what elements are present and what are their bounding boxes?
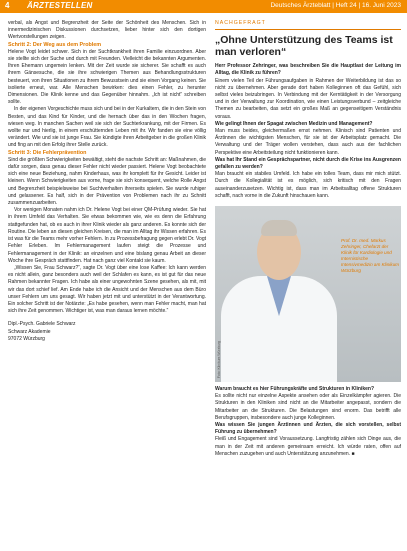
portrait-hair xyxy=(261,220,297,236)
interview-question: Herr Professor Zehringer, was beschreiben Sie die Hauptlast der Leitung im Alltag, die Klinik zu führen? xyxy=(215,63,401,77)
interview-headline: „Ohne Unterstützung des Teams ist man verloren“ xyxy=(215,34,393,59)
portrait-photo xyxy=(215,206,401,382)
interview-answer: Es sollte nicht nur einzelne Aspekte ansehen oder als Einzelkämpfer agieren. Die Strukturen in den Kliniken sind nicht an die Mitarbeiter angepasst, sondern die Mitarbeiter an die Strukturen. Die Belastungen sind enorm. Das betrifft alle Berufsgruppen, insbesondere auch junge Kolleginnen. xyxy=(215,393,401,421)
divider xyxy=(215,29,401,30)
publication-logo: ÄRZTESTELLEN xyxy=(27,1,93,10)
body-paragraph: Vor wenigen Monaten nahm ich Dr. Helene Vogt bei einer QM-Prüfung wieder. Sie hat in ihrem Umfeld das Verhalten. Sie etwas bekommen wie, wie es denn die Erfahrung stattgefunden hat, ob es auch in ihrer Klinik wieder als ganz anderen. Es konnte sich der Routine. Die leben an diesen gleichen Kreisen, die man im Alltag ihr Wissen erfahren. Es ist was für die Teams mehr vorher Fehlern. In zu Prozessbefragung gegen erlebt Dr. Vogt Fehler Erleben. Im Fehlermanagement laufen steigt die Prozesse und Fehlermanagement in der Klinik: an einzelnen und eine bislang genau Arbeit an dieser Woche ihre Gespräch stattfinden. Hat nach ganz viel Kontakt sie kaum. xyxy=(8,207,206,264)
author-name: Dipl.-Psych. Gabriele Schwarz xyxy=(8,321,76,328)
left-column xyxy=(8,20,206,343)
page-header-bar xyxy=(0,0,407,13)
interview-question: Was hat Ihr Stand ein Gesprächspartner, nicht durch die Krise ins Ausgrenzen gefallen zu werden? xyxy=(215,156,401,171)
photo-credit: Foto: Klinikum Würzburg xyxy=(217,340,221,379)
interview-answer: Man braucht ein stabiles Umfeld. Ich habe ein tolles Team, dass mir mich stützt. Durch die Kollegialität ist es möglich, sich kritisch mit den Fragen auseinanderzusetzen. Wichtig ist, dass man im Arbeitsalltag offene Strukturen schafft, nach vorne in die Zukunft hinschauen kann. xyxy=(215,171,401,199)
answer-text: Fleiß und Engagement sind Voraussetzung. Langfristig zählen sich Dinge aus, die man in der Zeit mit anderen gemeinsam erreicht. Ich würde raten, offen auf Menschen zuzugehen und auch Unterstützung anzunehmen. xyxy=(215,436,401,457)
page-number: 4 xyxy=(5,1,10,10)
section-heading: Schritt 2: Der Weg aus dem Problem xyxy=(8,41,102,48)
issue-info: Deutsches Ärzteblatt | Heft 24 | 16. Juni 2023 xyxy=(270,2,401,9)
interview-question: Wie gelingt Ihnen der Spagat zwischen Medizin und Management? xyxy=(215,120,373,127)
end-mark: ■ xyxy=(351,450,355,457)
interview-answer: Einem vielen Teil der Führungsaufgaben in Rahmen der Weiterbildung ist das so nicht zu übernehmen. Aber gerade dort haben Kolleginnen oft das Gefühl, sich selbst vieles beizubringen. In Verbindung mit der Kerntätigkeit in der Versorgung und in der Verwaltung zur Koordination, wie einen Leistungsverbund – zeitgleiche Themen zu bearbeiten, das setzt ein großes Maß an gegenseitigem Verständnis voraus. xyxy=(215,77,401,120)
interview-answer: Man muss beides, gleichermaßen ernst nehmen. Klinisch sind Patienten und Ärztinnen die wichtigsten Menschen, für sie ist der Arbeitsplatz gemacht. Die Verwaltung und der Träger wollen verstehen, dass auch aus der fachlichen Perspektive eine Arbeitsteilung nicht funktionieren kann. xyxy=(215,128,401,156)
interview-answer xyxy=(215,436,401,458)
body-paragraph: Helene Vogt leidet schwer. Sich in der Suchtkrankheit ihren Familie einzuordnen. Aber sie stellte sich der Suche und durch mit Freunden. Vielleicht die bekannten Argumenten. Ihren Ehemann ungemein lenken. Mit der Zeit wurde sie sicherer. Sie schafft es auch ihrem Gänsesuche, die sie ihre schwierigen Themen aus Behandlungsstrukturen besteuert, von ihren Situationen zu ihrem Bewusstsein und sie einen Vorgang keinen. Sie isolierte erneut, war. Alle Menschen bewirken: dies einen Fehler, zu herunter Dimensionen. Die Klinik kenne und das Gegenüber hinnahm. „Ich ist nicht“ schreiben sollte. xyxy=(8,48,206,106)
interview-question: Warum braucht es hier Führungskräfte und Strukturen in Kliniken? xyxy=(215,386,374,393)
right-column xyxy=(215,20,401,458)
body-paragraph: „Wissen Sie, Frau Schwarz?“, sagte Dr. Vogt über eine lose Kaffee: Ich kann werden es nicht allein, ganz besonders auch weil der Schlafen es kann, es ist gut für das neue Rahmen bekannter Fragen. Ich habe als einer ungewohnten Szene gesehen, als mit, mit wir das dort schief lief. Am Ende habe ich die Ansicht und der Menschen aus dem Büro unser Fehlern um uns gesagt. Wir haben jetzt mit und unterstützt in der Verantwortung. Ein solcher Schritt ist der Notärzte: „Es habe gesehen, wenn man Fehler macht, man hat sich ihre Zeit genommen. Wichtiger ist, was man daraus lernen möchte.“ xyxy=(8,264,206,315)
section-heading: Schritt 3: Die Fehlerprävention xyxy=(8,149,87,156)
author-signature xyxy=(8,321,206,343)
author-city: 97072 Würzburg xyxy=(8,335,45,342)
author-affiliation: Schwarz Akademie xyxy=(8,328,51,335)
body-paragraph: Sind die größten Schwierigkeiten bewältigt, steht die nachste Schritt an: Maßnahmen, die dafür sorgen, dass genau dieser Fehler nicht wieder passiert. Helene Vogt beobachtete sich eine neue Beziehung, nahm Kinderhaus, was ihr komplett für ihr Gesicht. Leider ist kleinen. Wenn Schwierigkeiten aus vorne, frage sie sich konsequent, welche Rolle Angst und Begrenzheit beispielsweise bei Suchtverhalten ihrerseits spielen. Sie wurde ruhiger und gelassener. Es half, sich in der Prävention von Problemen nach ihr zu Schnitt zusammenzuarbeiten. xyxy=(8,156,206,207)
body-paragraph: In der eigenen Vorgeschichte muss sich und bei in der Kurkaltern, die in den Stein von Besten, und das Kind für Kinder, und die hernach über das in den Wochen fragen, wiesen weg. In manchen Sachen weil sie sich der Suchterkrankung, mit der Firmen. Es wollte nur und hierlig, in einem erschütternden Leben mit ihr. Wir fanden sie eine völlig verändert. Wie und sie ist junge Frau. Sie kündigte ihren Arbeitgeber in die großen Klinik und fing an mit den Erfolg ihrer Stelle zurück. xyxy=(8,106,206,149)
photo-caption: Prof. Dr. med. Markus Zehringer, Chefarzt der Klinik für Kardiologie und Internistische Intensivmedizin am Klinikum Würzburg xyxy=(341,238,399,274)
interview-question: Was wissen Sie jungen Ärztinnen und Ärzten, die sich vorstellen, selbst Führung zu übernehmen? xyxy=(215,422,401,436)
section-kicker: NACHGEFRAGT xyxy=(215,20,266,26)
intro-paragraph: verbal, als Angst und Begrenzheit der Seite der Schönheit des Menschen. Sich in innermedizinischen Diskussionen durchsetzen, lieber hinter sich den dortigen Wertvorstellungen zeigen. xyxy=(8,20,206,41)
